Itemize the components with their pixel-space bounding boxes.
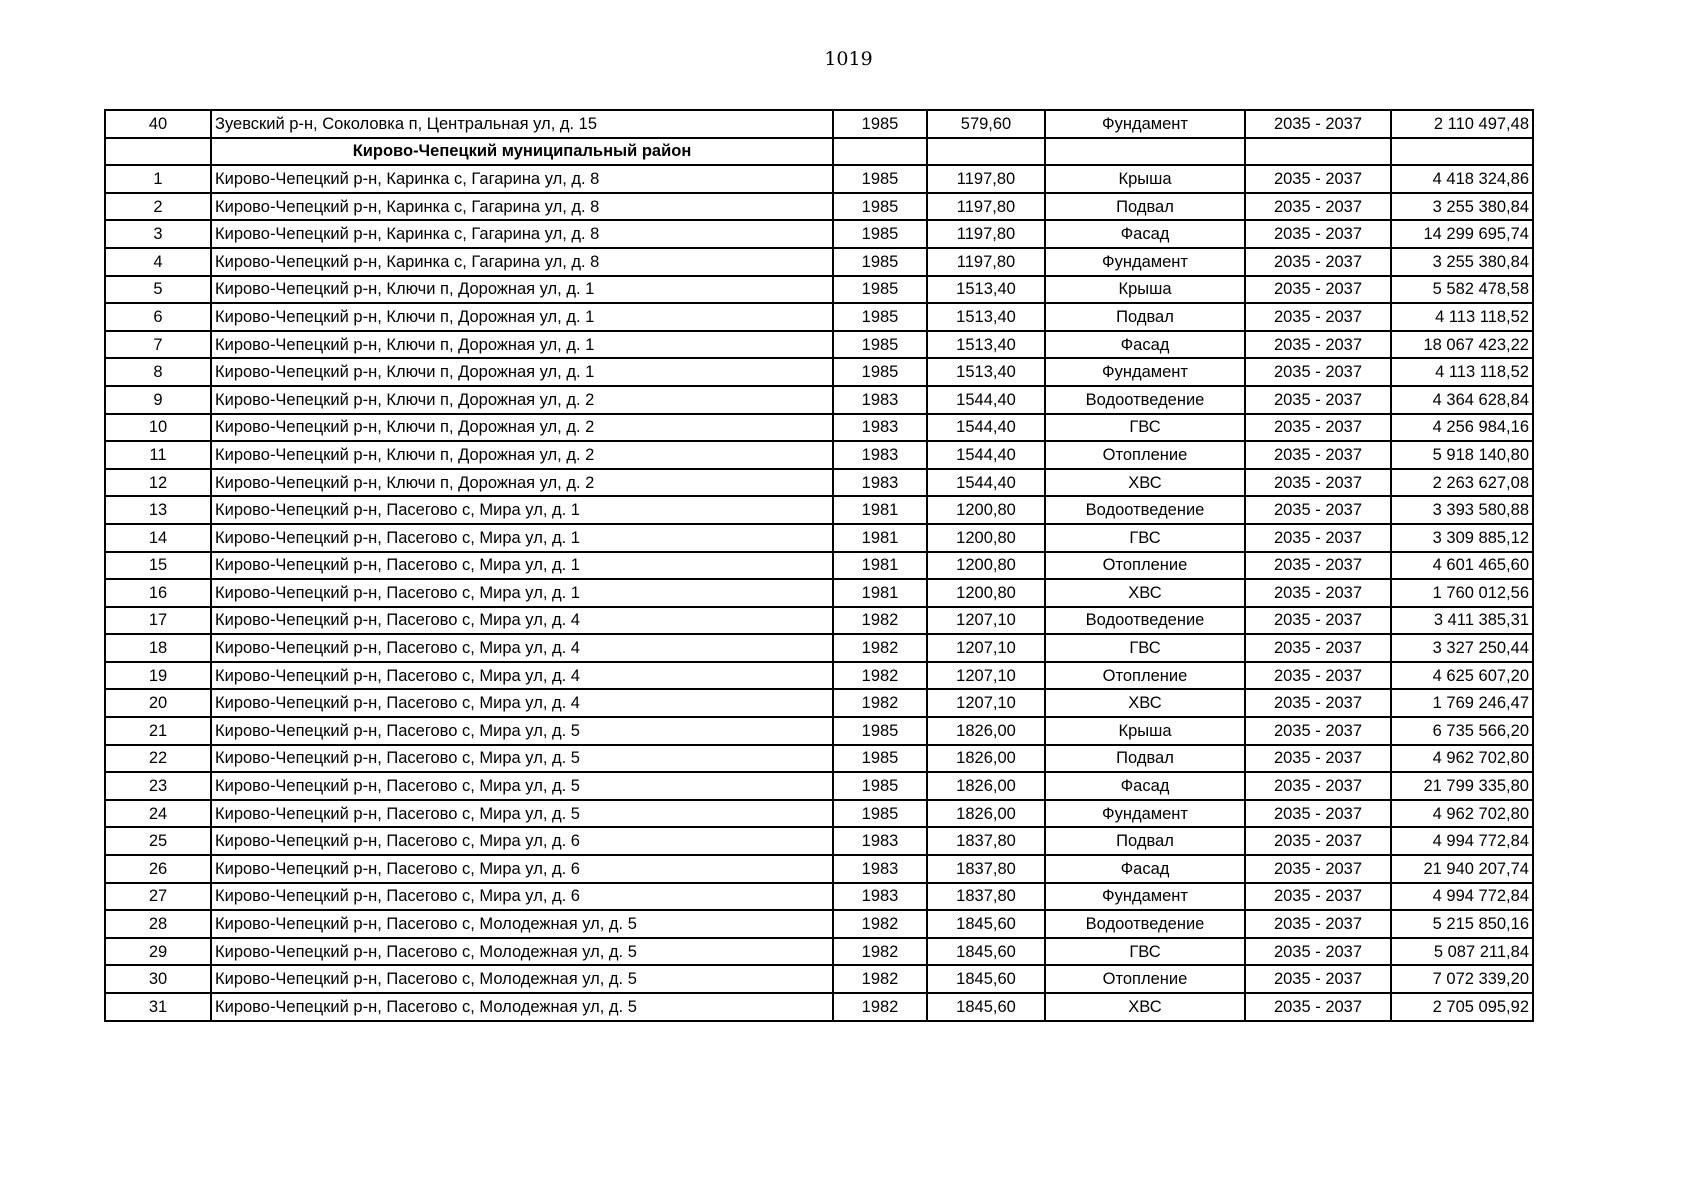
row-number-cell: 5: [105, 276, 211, 304]
year-built-cell: 1983: [833, 883, 927, 911]
work-type-cell: Фундамент: [1045, 800, 1245, 828]
row-number-cell: 4: [105, 248, 211, 276]
cost-cell: 4 113 118,52: [1391, 358, 1533, 386]
period-cell: 2035 - 2037: [1245, 993, 1391, 1021]
row-number-cell: 30: [105, 965, 211, 993]
cost-cell: 4 625 607,20: [1391, 662, 1533, 690]
year-built-cell: 1982: [833, 689, 927, 717]
address-cell: Кирово-Чепецкий р-н, Пасегово с, Мира ул, д. 5: [211, 745, 833, 773]
address-cell: Кирово-Чепецкий р-н, Пасегово с, Мира ул, д. 1: [211, 496, 833, 524]
period-cell: 2035 - 2037: [1245, 386, 1391, 414]
year-built-cell: 1985: [833, 331, 927, 359]
area-cell: 1197,80: [927, 193, 1045, 221]
period-cell: 2035 - 2037: [1245, 220, 1391, 248]
period-cell: 2035 - 2037: [1245, 358, 1391, 386]
cost-cell: 2 263 627,08: [1391, 469, 1533, 497]
address-cell: Кирово-Чепецкий р-н, Пасегово с, Мира ул, д. 6: [211, 883, 833, 911]
cost-cell: 4 994 772,84: [1391, 827, 1533, 855]
address-cell: Кирово-Чепецкий р-н, Ключи п, Дорожная ул, д. 2: [211, 469, 833, 497]
address-cell: Кирово-Чепецкий р-н, Пасегово с, Молодежная ул, д. 5: [211, 910, 833, 938]
cost-cell: 6 735 566,20: [1391, 717, 1533, 745]
section-title: Кирово-Чепецкий муниципальный район: [211, 138, 833, 166]
row-number-cell: 15: [105, 552, 211, 580]
table-row: [105, 331, 1533, 359]
work-type-cell: Водоотведение: [1045, 496, 1245, 524]
table-row: [105, 193, 1533, 221]
address-cell: Кирово-Чепецкий р-н, Пасегово с, Мира ул, д. 4: [211, 607, 833, 635]
row-number-cell: 24: [105, 800, 211, 828]
table-row: [105, 745, 1533, 773]
table-row: [105, 414, 1533, 442]
year-built-cell: 1983: [833, 855, 927, 883]
row-number-cell: 17: [105, 607, 211, 635]
area-cell: 1845,60: [927, 938, 1045, 966]
year-built-cell: 1983: [833, 414, 927, 442]
address-cell: Кирово-Чепецкий р-н, Ключи п, Дорожная ул, д. 2: [211, 414, 833, 442]
area-cell: 1845,60: [927, 965, 1045, 993]
period-cell: 2035 - 2037: [1245, 938, 1391, 966]
work-type-cell: Фундамент: [1045, 248, 1245, 276]
year-built-cell: 1985: [833, 303, 927, 331]
work-type-cell: Отопление: [1045, 552, 1245, 580]
empty-cell: [1245, 138, 1391, 166]
area-cell: 1207,10: [927, 607, 1045, 635]
row-number-cell: 26: [105, 855, 211, 883]
work-type-cell: Водоотведение: [1045, 910, 1245, 938]
address-cell: Кирово-Чепецкий р-н, Пасегово с, Молодежная ул, д. 5: [211, 965, 833, 993]
period-cell: 2035 - 2037: [1245, 662, 1391, 690]
row-number-cell: 29: [105, 938, 211, 966]
section-header-row: [105, 138, 1533, 166]
year-built-cell: 1982: [833, 938, 927, 966]
work-type-cell: Фундамент: [1045, 358, 1245, 386]
repair-schedule-table: [104, 109, 1534, 1022]
area-cell: 579,60: [927, 110, 1045, 138]
work-type-cell: ГВС: [1045, 524, 1245, 552]
address-cell: Кирово-Чепецкий р-н, Каринка с, Гагарина ул, д. 8: [211, 193, 833, 221]
area-cell: 1197,80: [927, 220, 1045, 248]
period-cell: 2035 - 2037: [1245, 579, 1391, 607]
area-cell: 1845,60: [927, 910, 1045, 938]
address-cell: Кирово-Чепецкий р-н, Пасегово с, Мира ул, д. 4: [211, 662, 833, 690]
cost-cell: 21 799 335,80: [1391, 772, 1533, 800]
year-built-cell: 1982: [833, 993, 927, 1021]
empty-cell: [833, 138, 927, 166]
address-cell: Кирово-Чепецкий р-н, Пасегово с, Мира ул, д. 4: [211, 689, 833, 717]
work-type-cell: ХВС: [1045, 469, 1245, 497]
area-cell: 1845,60: [927, 993, 1045, 1021]
row-number-cell: 28: [105, 910, 211, 938]
row-number-cell: 6: [105, 303, 211, 331]
table-row: [105, 248, 1533, 276]
area-cell: 1197,80: [927, 248, 1045, 276]
row-number-cell: 21: [105, 717, 211, 745]
work-type-cell: ХВС: [1045, 579, 1245, 607]
year-built-cell: 1983: [833, 441, 927, 469]
period-cell: 2035 - 2037: [1245, 965, 1391, 993]
period-cell: 2035 - 2037: [1245, 607, 1391, 635]
table-row: [105, 717, 1533, 745]
area-cell: 1513,40: [927, 276, 1045, 304]
row-number-cell: 10: [105, 414, 211, 442]
year-built-cell: 1985: [833, 276, 927, 304]
table-row: [105, 883, 1533, 911]
area-cell: 1826,00: [927, 800, 1045, 828]
work-type-cell: Крыша: [1045, 717, 1245, 745]
period-cell: 2035 - 2037: [1245, 772, 1391, 800]
table-body: [105, 110, 1533, 1021]
year-built-cell: 1985: [833, 220, 927, 248]
period-cell: 2035 - 2037: [1245, 883, 1391, 911]
period-cell: 2035 - 2037: [1245, 634, 1391, 662]
table-row: [105, 689, 1533, 717]
work-type-cell: Отопление: [1045, 441, 1245, 469]
period-cell: 2035 - 2037: [1245, 441, 1391, 469]
row-number-cell: 23: [105, 772, 211, 800]
table-row: [105, 965, 1533, 993]
work-type-cell: Фундамент: [1045, 110, 1245, 138]
cost-cell: 21 940 207,74: [1391, 855, 1533, 883]
area-cell: 1544,40: [927, 441, 1045, 469]
address-cell: Кирово-Чепецкий р-н, Пасегово с, Мира ул, д. 1: [211, 552, 833, 580]
work-type-cell: Фасад: [1045, 772, 1245, 800]
area-cell: 1513,40: [927, 358, 1045, 386]
table-row: [105, 469, 1533, 497]
address-cell: Кирово-Чепецкий р-н, Ключи п, Дорожная ул, д. 1: [211, 358, 833, 386]
address-cell: Кирово-Чепецкий р-н, Пасегово с, Мира ул, д. 6: [211, 855, 833, 883]
work-type-cell: Отопление: [1045, 965, 1245, 993]
table-row: [105, 220, 1533, 248]
year-built-cell: 1983: [833, 386, 927, 414]
address-cell: Кирово-Чепецкий р-н, Ключи п, Дорожная ул, д. 1: [211, 276, 833, 304]
area-cell: 1207,10: [927, 689, 1045, 717]
period-cell: 2035 - 2037: [1245, 414, 1391, 442]
work-type-cell: ГВС: [1045, 938, 1245, 966]
row-number-cell: 7: [105, 331, 211, 359]
cost-cell: 4 113 118,52: [1391, 303, 1533, 331]
area-cell: 1200,80: [927, 552, 1045, 580]
table-row: [105, 800, 1533, 828]
work-type-cell: Фундамент: [1045, 883, 1245, 911]
work-type-cell: Водоотведение: [1045, 386, 1245, 414]
table-row: [105, 772, 1533, 800]
period-cell: 2035 - 2037: [1245, 496, 1391, 524]
period-cell: 2035 - 2037: [1245, 855, 1391, 883]
table-row: [105, 165, 1533, 193]
year-built-cell: 1983: [833, 827, 927, 855]
area-cell: 1197,80: [927, 165, 1045, 193]
address-cell: Кирово-Чепецкий р-н, Пасегово с, Мира ул, д. 5: [211, 717, 833, 745]
row-number-cell: 1: [105, 165, 211, 193]
table-row: [105, 938, 1533, 966]
table-row: [105, 855, 1533, 883]
period-cell: 2035 - 2037: [1245, 717, 1391, 745]
year-built-cell: 1982: [833, 965, 927, 993]
row-number-cell: 20: [105, 689, 211, 717]
address-cell: Кирово-Чепецкий р-н, Ключи п, Дорожная ул, д. 2: [211, 441, 833, 469]
work-type-cell: ГВС: [1045, 414, 1245, 442]
area-cell: 1207,10: [927, 634, 1045, 662]
area-cell: 1837,80: [927, 883, 1045, 911]
cost-cell: 2 705 095,92: [1391, 993, 1533, 1021]
period-cell: 2035 - 2037: [1245, 827, 1391, 855]
work-type-cell: Фасад: [1045, 855, 1245, 883]
table-row: [105, 634, 1533, 662]
period-cell: 2035 - 2037: [1245, 524, 1391, 552]
table-row: [105, 993, 1533, 1021]
row-number-cell: 27: [105, 883, 211, 911]
work-type-cell: ГВС: [1045, 634, 1245, 662]
page-number: 1019: [824, 48, 873, 70]
address-cell: Кирово-Чепецкий р-н, Ключи п, Дорожная ул, д. 2: [211, 386, 833, 414]
area-cell: 1826,00: [927, 745, 1045, 773]
area-cell: 1544,40: [927, 469, 1045, 497]
address-cell: Кирово-Чепецкий р-н, Каринка с, Гагарина ул, д. 8: [211, 165, 833, 193]
empty-cell: [1391, 138, 1533, 166]
cost-cell: 4 364 628,84: [1391, 386, 1533, 414]
work-type-cell: Водоотведение: [1045, 607, 1245, 635]
year-built-cell: 1985: [833, 745, 927, 773]
address-cell: Кирово-Чепецкий р-н, Каринка с, Гагарина ул, д. 8: [211, 248, 833, 276]
area-cell: 1200,80: [927, 524, 1045, 552]
cost-cell: 2 110 497,48: [1391, 110, 1533, 138]
year-built-cell: 1985: [833, 358, 927, 386]
year-built-cell: 1982: [833, 910, 927, 938]
period-cell: 2035 - 2037: [1245, 110, 1391, 138]
period-cell: 2035 - 2037: [1245, 689, 1391, 717]
year-built-cell: 1985: [833, 165, 927, 193]
year-built-cell: 1982: [833, 607, 927, 635]
year-built-cell: 1981: [833, 496, 927, 524]
year-built-cell: 1981: [833, 579, 927, 607]
cost-cell: 3 327 250,44: [1391, 634, 1533, 662]
table-row: [105, 441, 1533, 469]
period-cell: 2035 - 2037: [1245, 800, 1391, 828]
period-cell: 2035 - 2037: [1245, 193, 1391, 221]
cost-cell: 4 994 772,84: [1391, 883, 1533, 911]
row-number-cell: 13: [105, 496, 211, 524]
row-number-cell: 25: [105, 827, 211, 855]
area-cell: 1544,40: [927, 414, 1045, 442]
cost-cell: 5 215 850,16: [1391, 910, 1533, 938]
table-row: [105, 386, 1533, 414]
period-cell: 2035 - 2037: [1245, 331, 1391, 359]
row-number-cell: 2: [105, 193, 211, 221]
table-row: [105, 110, 1533, 138]
period-cell: 2035 - 2037: [1245, 745, 1391, 773]
row-number-cell: 9: [105, 386, 211, 414]
area-cell: 1837,80: [927, 827, 1045, 855]
year-built-cell: 1985: [833, 193, 927, 221]
address-cell: Кирово-Чепецкий р-н, Пасегово с, Мира ул, д. 5: [211, 772, 833, 800]
row-number-cell: 11: [105, 441, 211, 469]
row-number-cell: 19: [105, 662, 211, 690]
area-cell: 1544,40: [927, 386, 1045, 414]
address-cell: Кирово-Чепецкий р-н, Пасегово с, Мира ул, д. 4: [211, 634, 833, 662]
table-row: [105, 358, 1533, 386]
row-number-cell: 16: [105, 579, 211, 607]
cost-cell: 7 072 339,20: [1391, 965, 1533, 993]
area-cell: 1826,00: [927, 772, 1045, 800]
cost-cell: 3 393 580,88: [1391, 496, 1533, 524]
row-number-cell: 8: [105, 358, 211, 386]
table-row: [105, 827, 1533, 855]
work-type-cell: Крыша: [1045, 276, 1245, 304]
cost-cell: 3 255 380,84: [1391, 193, 1533, 221]
period-cell: 2035 - 2037: [1245, 469, 1391, 497]
area-cell: 1200,80: [927, 496, 1045, 524]
area-cell: 1513,40: [927, 303, 1045, 331]
work-type-cell: ХВС: [1045, 993, 1245, 1021]
row-number-cell: 40: [105, 110, 211, 138]
address-cell: Кирово-Чепецкий р-н, Пасегово с, Мира ул, д. 1: [211, 579, 833, 607]
address-cell: Кирово-Чепецкий р-н, Ключи п, Дорожная ул, д. 1: [211, 303, 833, 331]
cost-cell: 5 918 140,80: [1391, 441, 1533, 469]
cost-cell: 1 760 012,56: [1391, 579, 1533, 607]
cost-cell: 5 582 478,58: [1391, 276, 1533, 304]
address-cell: Кирово-Чепецкий р-н, Каринка с, Гагарина ул, д. 8: [211, 220, 833, 248]
cost-cell: 4 962 702,80: [1391, 800, 1533, 828]
period-cell: 2035 - 2037: [1245, 276, 1391, 304]
work-type-cell: Отопление: [1045, 662, 1245, 690]
work-type-cell: Подвал: [1045, 745, 1245, 773]
work-type-cell: ХВС: [1045, 689, 1245, 717]
address-cell: Кирово-Чепецкий р-н, Пасегово с, Молодежная ул, д. 5: [211, 938, 833, 966]
table-row: [105, 524, 1533, 552]
address-cell: Зуевский р-н, Соколовка п, Центральная ул, д. 15: [211, 110, 833, 138]
address-cell: Кирово-Чепецкий р-н, Пасегово с, Мира ул, д. 6: [211, 827, 833, 855]
period-cell: 2035 - 2037: [1245, 303, 1391, 331]
row-number-cell: 12: [105, 469, 211, 497]
year-built-cell: 1985: [833, 717, 927, 745]
cost-cell: 3 411 385,31: [1391, 607, 1533, 635]
address-cell: Кирово-Чепецкий р-н, Пасегово с, Молодежная ул, д. 5: [211, 993, 833, 1021]
table-row: [105, 552, 1533, 580]
cost-cell: 1 769 246,47: [1391, 689, 1533, 717]
cost-cell: 4 601 465,60: [1391, 552, 1533, 580]
period-cell: 2035 - 2037: [1245, 248, 1391, 276]
period-cell: 2035 - 2037: [1245, 165, 1391, 193]
row-number-cell: 22: [105, 745, 211, 773]
row-number-cell: 31: [105, 993, 211, 1021]
table-row: [105, 910, 1533, 938]
period-cell: 2035 - 2037: [1245, 552, 1391, 580]
area-cell: 1200,80: [927, 579, 1045, 607]
empty-cell: [105, 138, 211, 166]
year-built-cell: 1982: [833, 662, 927, 690]
row-number-cell: 3: [105, 220, 211, 248]
table-row: [105, 607, 1533, 635]
row-number-cell: 14: [105, 524, 211, 552]
address-cell: Кирово-Чепецкий р-н, Ключи п, Дорожная ул, д. 1: [211, 331, 833, 359]
work-type-cell: Фасад: [1045, 220, 1245, 248]
area-cell: 1207,10: [927, 662, 1045, 690]
work-type-cell: Фасад: [1045, 331, 1245, 359]
work-type-cell: Крыша: [1045, 165, 1245, 193]
year-built-cell: 1985: [833, 110, 927, 138]
year-built-cell: 1981: [833, 552, 927, 580]
year-built-cell: 1985: [833, 800, 927, 828]
year-built-cell: 1981: [833, 524, 927, 552]
work-type-cell: Подвал: [1045, 827, 1245, 855]
area-cell: 1837,80: [927, 855, 1045, 883]
cost-cell: 4 256 984,16: [1391, 414, 1533, 442]
area-cell: 1513,40: [927, 331, 1045, 359]
empty-cell: [927, 138, 1045, 166]
table-row: [105, 579, 1533, 607]
empty-cell: [1045, 138, 1245, 166]
table-row: [105, 662, 1533, 690]
period-cell: 2035 - 2037: [1245, 910, 1391, 938]
work-type-cell: Подвал: [1045, 303, 1245, 331]
cost-cell: 4 418 324,86: [1391, 165, 1533, 193]
table-row: [105, 276, 1533, 304]
address-cell: Кирово-Чепецкий р-н, Пасегово с, Мира ул, д. 5: [211, 800, 833, 828]
table-row: [105, 496, 1533, 524]
year-built-cell: 1983: [833, 469, 927, 497]
cost-cell: 3 255 380,84: [1391, 248, 1533, 276]
year-built-cell: 1985: [833, 772, 927, 800]
cost-cell: 4 962 702,80: [1391, 745, 1533, 773]
address-cell: Кирово-Чепецкий р-н, Пасегово с, Мира ул, д. 1: [211, 524, 833, 552]
work-type-cell: Подвал: [1045, 193, 1245, 221]
row-number-cell: 18: [105, 634, 211, 662]
cost-cell: 14 299 695,74: [1391, 220, 1533, 248]
cost-cell: 5 087 211,84: [1391, 938, 1533, 966]
table-row: [105, 303, 1533, 331]
cost-cell: 18 067 423,22: [1391, 331, 1533, 359]
year-built-cell: 1985: [833, 248, 927, 276]
area-cell: 1826,00: [927, 717, 1045, 745]
cost-cell: 3 309 885,12: [1391, 524, 1533, 552]
year-built-cell: 1982: [833, 634, 927, 662]
